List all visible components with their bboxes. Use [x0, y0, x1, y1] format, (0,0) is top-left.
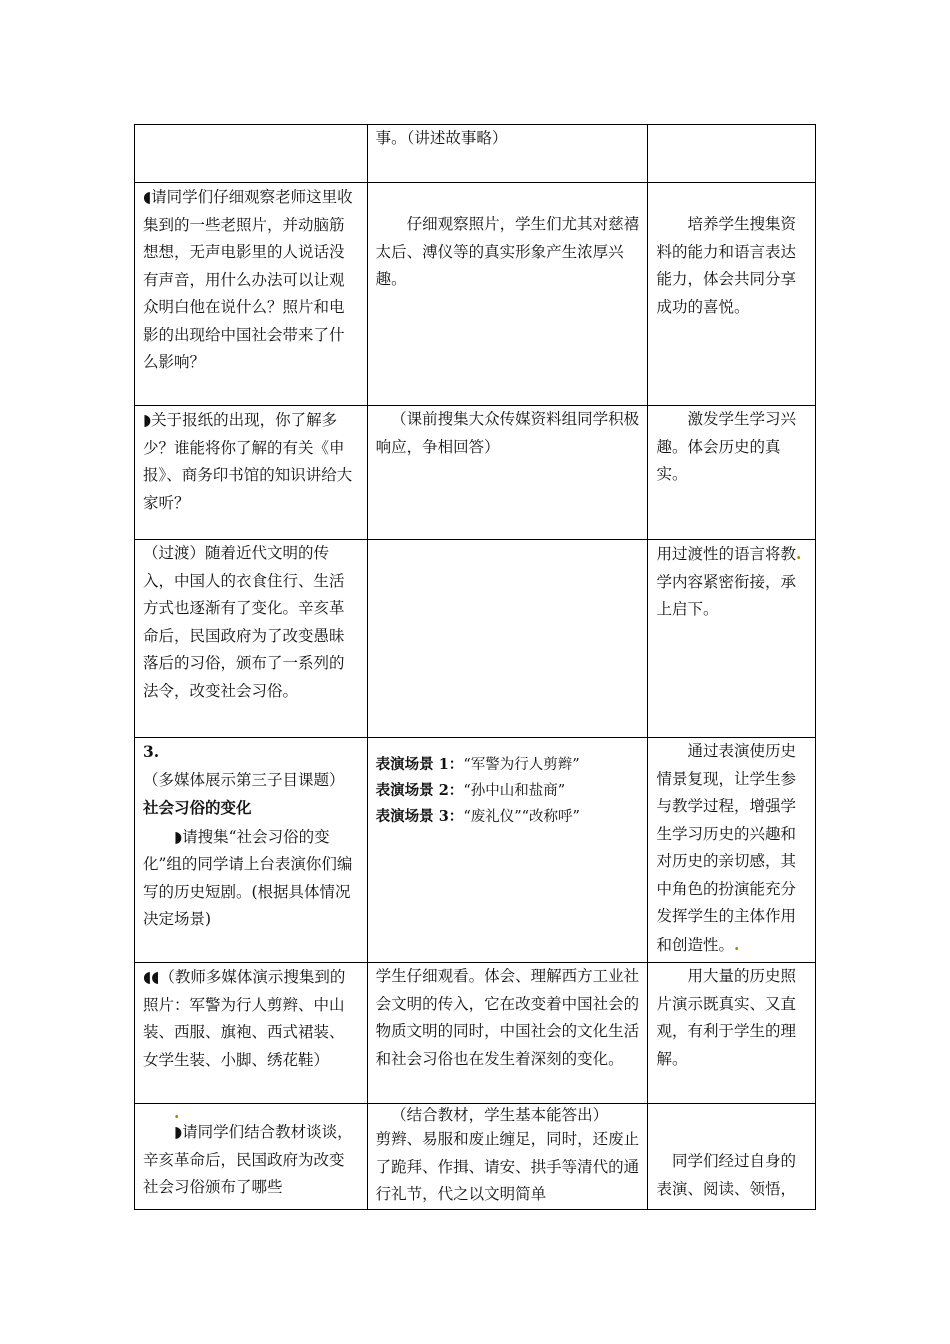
student-activity-cell: [367, 125, 648, 183]
design-intent-text: 培养学生搜集资料的能力和语言表达能力，体会共同分享成功的喜悦。: [656, 215, 796, 316]
section-title: 社会习俗的变化: [143, 798, 252, 817]
table-row: [135, 406, 816, 540]
student-activity-text: 仔细观察照片，学生们尤其对慈禧太后、溥仪等的真实形象产生浓厚兴趣。: [375, 215, 640, 288]
table-row: [135, 738, 816, 963]
teacher-activity-cell: [135, 1104, 368, 1210]
design-intent-text: 用过渡性的语言将教.学内容紧密衔接，承上启下。: [656, 544, 802, 618]
design-intent-cell: [648, 406, 816, 540]
design-intent-text: 用大量的历史照片演示既真实、又直观，有利于学生的理解。: [656, 967, 796, 1068]
teacher-activity-cell: [135, 738, 368, 963]
design-intent-text: 通过表演使历史情景复现，让学生参与教学过程，增强学生学习历史的兴趣和对历史的亲切感，其中角色的扮演能充分发挥学生的主体作用和创造性。.: [656, 742, 796, 954]
design-intent-text: 同学们经过自身的表演、阅读、领悟，: [656, 1152, 796, 1198]
teacher-activity-text: ◖◖（教师多媒体演示搜集到的照片：军警为行人剪辫、中山装、西服、旗袍、西式裙装、女学生装、小脚、绣花鞋）: [143, 967, 346, 1069]
student-activity-cell: [367, 540, 648, 738]
design-intent-cell: [648, 738, 816, 963]
student-activity-text: 事。（讲述故事略）: [375, 129, 508, 147]
table-row: [135, 540, 816, 738]
bullet-icon: ◖◖: [143, 967, 160, 986]
mark-dot: .: [796, 544, 802, 563]
section-number: 3.: [143, 742, 160, 761]
teacher-activity-text: ◗请同学们结合教材谈谈，辛亥革命后，民国政府为改变社会习俗颁布了哪些: [143, 1122, 353, 1196]
student-activity-cell: [367, 406, 648, 540]
student-activity-cell: [367, 183, 648, 406]
teacher-activity-cell: [135, 540, 368, 738]
teacher-activity-text: ◗关于报纸的出现，你了解多少？谁能将你了解的有关《申报》、商务印书馆的知识讲给大家听？: [143, 410, 353, 512]
bullet-icon: ◗: [143, 410, 152, 429]
table-row: [135, 183, 816, 406]
table-row: [135, 1104, 816, 1210]
teacher-activity-text: （过渡）随着近代文明的传入，中国人的衣食住行、生活方式也逐渐有了变化。辛亥革命后，民国政府为了改变愚昧落后的习俗，颁布了一系列的法令，改变社会习俗。: [143, 544, 345, 700]
design-intent-text: 激发学生学习兴趣。体会历史的真实。: [656, 410, 796, 483]
teacher-activity-cell: [135, 125, 368, 183]
teacher-activity-cell: [135, 183, 368, 406]
scene-item: 表演场景 3：“废礼仪”“改称呼”: [375, 808, 580, 825]
teacher-activity-cell: [135, 406, 368, 540]
teacher-activity-text: ◖请同学们仔细观察老师这里收集到的一些老照片，并动脑筋想想，无声电影里的人说话没有声音，用什么办法可以让观众明白他在说什么？照片和电影的出现给中国社会带来了什么影响？: [143, 187, 353, 371]
mark-dot: .: [734, 934, 740, 954]
mark-dot: .: [174, 1103, 180, 1122]
design-intent-cell: [648, 125, 816, 183]
teacher-activity-cell: [135, 963, 368, 1104]
design-intent-cell: [648, 183, 816, 406]
scene-item: 表演场景 2：“孙中山和盐商”: [375, 782, 566, 799]
design-intent-cell: [648, 540, 816, 738]
design-intent-cell: [648, 1104, 816, 1210]
student-activity-cell: [367, 1104, 648, 1210]
teacher-activity-text: 3.（多媒体展示第三子目课题）社会习俗的变化: [143, 742, 345, 817]
scene-item: 表演场景 1：“军警为行人剪辫”: [375, 756, 580, 773]
table-row: [135, 963, 816, 1104]
student-activity-cell: [367, 963, 648, 1104]
student-activity-text: 剪辫、易服和废止缠足，同时，还废止了跪拜、作揖、请安、拱手等清代的通行礼节，代之以文明简单: [375, 1130, 640, 1203]
teacher-activity-text: ◗请搜集“社会习俗的变化”组的同学请上台表演你们编写的历史短剧。(根据具体情况决定场景): [143, 826, 353, 928]
bullet-icon: ◗: [174, 1122, 183, 1141]
table-row: [135, 125, 816, 183]
lesson-plan-table: [134, 124, 816, 1210]
bullet-icon: ◗: [174, 826, 183, 846]
student-activity-text: （结合教材，学生基本能答出）: [391, 1106, 609, 1124]
bullet-icon: ◖: [143, 187, 152, 206]
student-activity-text: （课前搜集大众传媒资料组同学积极响应，争相回答）: [375, 410, 640, 456]
student-activity-cell: [367, 738, 648, 963]
design-intent-cell: [648, 963, 816, 1104]
student-activity-text: 学生仔细观看。体会、理解西方工业社会文明的传入，它在改变着中国社会的物质文明的同时，中国社会的文化生活和社会习俗也在发生着深刻的变化。: [375, 967, 640, 1068]
